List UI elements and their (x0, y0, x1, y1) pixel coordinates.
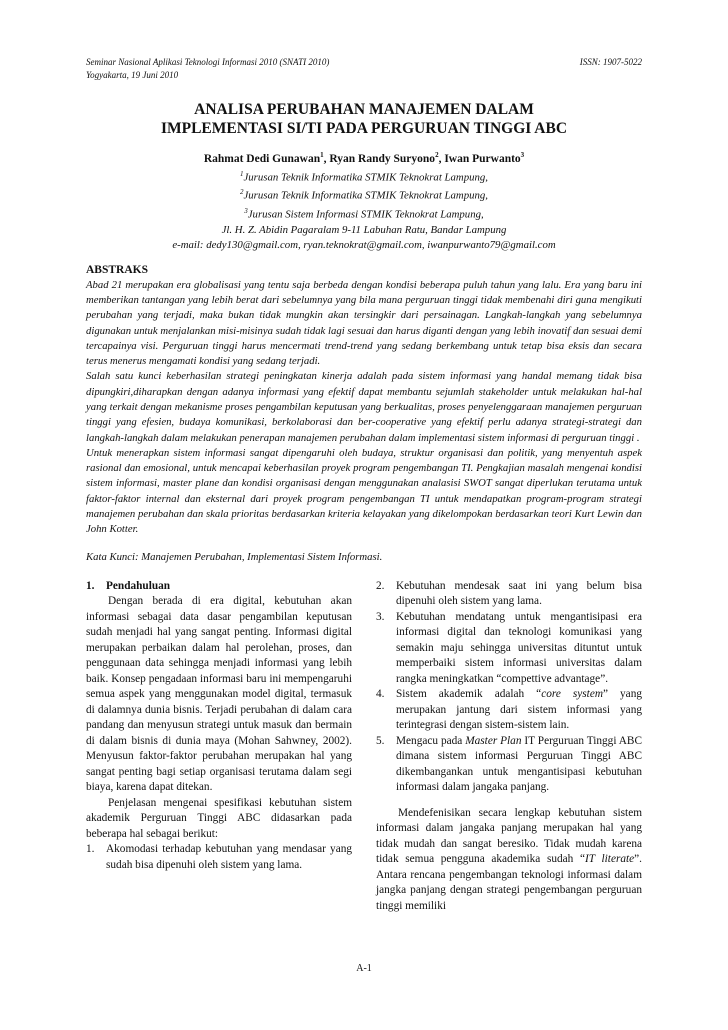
running-header (86, 56, 642, 82)
author-2: , Ryan Randy Suryono (323, 152, 436, 165)
list-item-number: 4. (376, 688, 385, 701)
title-line-1: ANALISA PERUBAHAN MANAJEMEN DALAM (194, 101, 534, 118)
title-line-2: IMPLEMENTASI SI/TI PADA PERGURUAN TINGGI ABC (160, 120, 568, 137)
body-emphasis: IT literate (585, 853, 635, 866)
body-text-part: Mendefenisikan secara lengkap kebutuhan sistem informasi dalam jangaka panjang merupakan hal yang tidak mudah dan sangat beresiko. Tidak mudah karena tidak semua pengguna akademika sudah “ (376, 806, 642, 866)
list-item-text (396, 687, 642, 734)
abstract-paragraph-3: Untuk menerapkan sistem informasi sangat dipengaruhi oleh budaya, struktur organisasi dan politik, yang menyentuh aspek rasional dan emosional, untuk mencapai keberhasilan proyek program pengembangan TI. Pengkajian masalah mengenai kondisi sistem informasi, master plane dan kondisi organisasi dengan menggunakan analasisi SWOT sangat diperlukan terutama untuk faktor-faktor internal dan eksternal dari proyek program pengembangan TI untuk mendapatkan program-program strategi manajemen perubahan dan skala prioritas berdasarkan kriteria kelayakan yang dikelompokan berdasarkan teori Kurt Lewin dan John Kotter. (86, 446, 642, 536)
list-item-text: Kebutuhan mendatang untuk mengantisipasi era informasi digital dan teknologi komunikasi yang semakin maju sehingga universitas dituntut untuk memperbaiki sistem informasi universitas dalam rangka meningkatkan “compettive advantage”. (396, 610, 642, 685)
affiliation-2-text: Jurusan Teknik Informatika STMIK Teknokrat Lampung, (243, 190, 489, 203)
author-1: Rahmat Dedi Gunawan (203, 152, 321, 165)
section-title: Pendahuluan (106, 579, 171, 592)
intro-paragraph-2: Penjelasan mengenai spesifikasi kebutuhan sistem akademik Perguruan Tinggi ABC didasarkan pada beberapa hal sebagai berikut: (86, 796, 352, 840)
keywords: Kata Kunci: Manajemen Perubahan, Implementasi Sistem Informasi. (86, 550, 383, 563)
affiliation-1-sup: 1 (239, 169, 244, 178)
list-item (86, 842, 352, 873)
list-item-text-part: Sistem akademik adalah “ (396, 688, 542, 701)
right-column (376, 579, 642, 915)
email-line: e-mail: dedy130@gmail.com, ryan.teknokrat@gmail.com, iwanpurwanto79@gmail.com (172, 238, 556, 251)
list-item-text (396, 734, 642, 796)
paper-page (86, 56, 642, 919)
header-issn: ISSN: 1907-5022 (579, 57, 642, 67)
affiliation-3-sup: 3 (244, 207, 248, 216)
list-item (376, 579, 642, 610)
author-1-sup: 1 (320, 151, 324, 159)
section-heading (86, 579, 352, 595)
list-item-number: 1. (86, 843, 95, 856)
author-3: , Iwan Purwanto (438, 152, 521, 165)
paper-title (86, 100, 642, 138)
list-item-number: 3. (376, 610, 385, 623)
left-column (86, 579, 352, 874)
affiliation-3 (86, 204, 642, 223)
list-item-text-part: IT Perguruan Tinggi ABC dimana sistem informasi Perguruan Tinggi ABC dikembangankan untuk mengantisipasi kebutuhan informasi dalam jangaka panjang. (396, 734, 642, 794)
header-location-date: Yogyakarta, 19 Juni 2010 (86, 70, 179, 80)
list-item (376, 734, 642, 796)
affiliation-1-text: Jurusan Teknik Informatika STMIK Teknokrat Lampung, (243, 171, 489, 184)
list-item (376, 687, 642, 734)
list-item-emphasis: Master Plan (465, 734, 522, 747)
list-item-text: Akomodasi terhadap kebutuhan yang mendasar yang sudah bisa dipenuhi oleh sistem yang lama. (106, 843, 352, 871)
author-2-sup: 2 (435, 151, 439, 159)
intro-paragraph-1: Dengan berada di era digital, kebutuhan akan informasi sebagai data dasar pengambilan keputusan sudah menjadi hal yang sangat penting. Informasi digital merupakan perbaikan dalam hal perolehan, proses, dan penggunaan data sehingga menjadi informasi yang lebih baik. Konsep pengadaan informasi baru ini mempengaruhi semua aspek yang menggunakan model digital, termasuk di dalamnya dunia bisnis. Terjadi perubahan di dalam cara pandang dan menyusun strategi untuk masuk dan bermain di dalam bisnis di dunia maya (Mohan Sahwney, 2002). Menyusun faktor-faktor perubahan merupakan hal yang sangat penting bagi setiap organisasi terutama dalam segi biaya, karena dapat ditekan. (86, 595, 352, 794)
affiliation-1 (86, 167, 642, 186)
page-number: A-1 (356, 963, 372, 974)
list-item-text-part: ” yang merupakan jantung dari sistem informasi yang terintegrasi dengan sistem-sistem lain. (396, 688, 642, 732)
affiliation-3-text: Jurusan Sistem Informasi STMIK Teknokrat Lampung, (247, 208, 484, 221)
list-item (376, 610, 642, 688)
list-item-text: Kebutuhan mendesak saat ini yang belum bisa dipenuhi oleh sistem yang lama. (396, 579, 642, 608)
section-number: 1. (86, 579, 95, 592)
two-column-body (86, 579, 642, 919)
body-text-part: ”. Antara rencana pengembangan teknologi informasi dalam jangka panjang dengan strategi pengembangan perguruan tinggi memiliki (376, 853, 642, 912)
author-list (86, 148, 642, 167)
list-item-emphasis: core system (541, 688, 603, 701)
abstract-paragraph-2: Salah satu kunci keberhasilan strategi peningkatan kinerja adalah pada sistem informasi yang handal memang tidak bisa dipungkiri,diharapkan dengan adanya informasi yang efektif dapat membantu sejumlah stakeholder untuk melakukan hal-hal yang terkait dengan mekanisme proses pengambilan keputusan yang berkualitas, proses penyelenggaraan manajemen perguruan tinggi yang efesien, budaya komunikasi, berkolaborasi dan ber-cooperative yang efektif perlu adanya strategi-strategi dan langkah-langkah dalam melakukan penerapan manajemen perubahan dalam implementasi sistem informasi di perguruan tinggi . (86, 370, 642, 444)
affiliation-2 (86, 185, 642, 204)
abstract-body (86, 278, 642, 538)
body-paragraph (376, 806, 642, 915)
header-conference: Seminar Nasional Aplikasi Teknologi Informasi 2010 (SNATI 2010) (86, 57, 330, 67)
list-item-number: 2. (376, 579, 385, 592)
abstract-heading: ABSTRAKS (86, 263, 148, 276)
abstract-paragraph-1: Abad 21 merupakan era globalisasi yang tentu saja berbeda dengan kondisi beberapa puluh tahun yang lalu. Era yang baru ini memberikan tantangan yang lebih berat dari sebelumnya yang bila mana perguruan tinggi tidak membenahi diri guna mengikuti perubahan yang terjadi, maka bukan tidak mungkin akan tersingkir dari persainagan. Langkah-langkah yang sebelumnya digunakan untuk menjalankan misi-misinya sudah tidak lagi sesuai dan harus diganti dengan yang lebih inovatif dan sesuai demi tercapainya visi. Perguruan tinggi harus mencermati trend-trend yang sedang berkembang untuk tetap bisa eksis dan secara terus menerus mengamati kondisi yang sedang terjadi. (86, 278, 642, 368)
author-3-sup: 3 (520, 151, 525, 159)
affiliation-2-sup: 2 (239, 188, 244, 197)
address: Jl. H. Z. Abidin Pagaralam 9-11 Labuhan Ratu, Bandar Lampung (221, 223, 507, 236)
list-item-text-part: Mengacu pada (396, 734, 466, 747)
list-item-number: 5. (376, 734, 385, 747)
